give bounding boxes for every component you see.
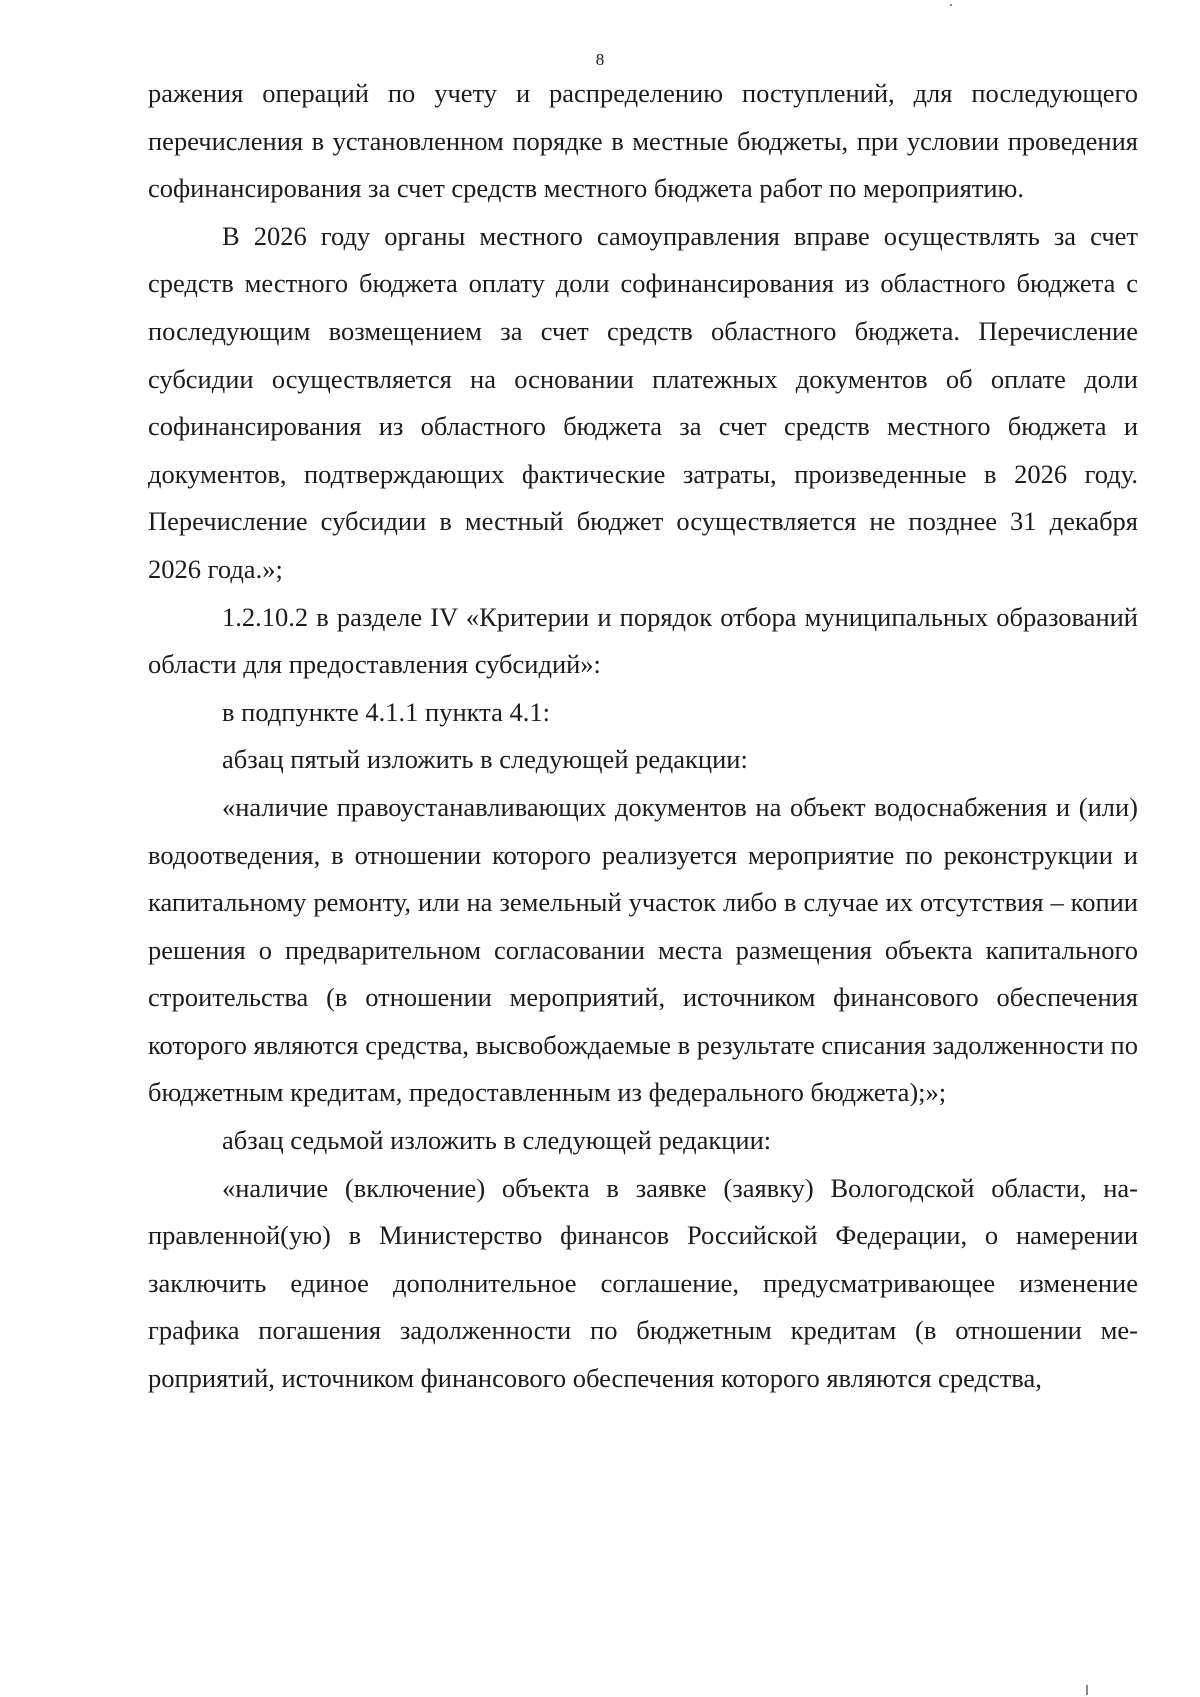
paragraph-seventh-abzac-intro: абзац седьмой изложить в следующей редакции: — [222, 1125, 772, 1156]
scan-speck-mark — [950, 4, 952, 6]
paragraph-subclause-4-1-1: в подпункте 4.1.1 пункта 4.1: — [222, 696, 550, 727]
paragraph-section-iv-amendment: 1.2.10.2 в разделе IV «Критерии и порядок отбора муниципальных образований области для предоставления субсидий»: — [148, 601, 1138, 680]
scan-edge-mark — [1086, 1685, 1088, 1695]
paragraph-application-inclusion-quote: «наличие (включение) объекта в заявке (заявку) Вологодской области, направленной(ую) в Министерство финансов Российской Федерации, о намерении заключить единое дополнительное соглашение, предусматривающее изменение графика погашения задолженности по бюджетным кредитам (в отношении мероприятий, источником финансового обеспечения которого являются средства, — [148, 1172, 1138, 1394]
paragraph-operations-continuation: ражения операций по учету и распределению поступлений, для последующего перечисления в установленном порядке в местные бюджеты, при условии проведения софинансирования за счет средств местного бюджета работ по мероприятию. — [148, 78, 1138, 204]
paragraph-2026-cofinancing: В 2026 году органы местного самоуправления вправе осуществлять за счет средств местного бюджета оплату доли софинансирования из областного бюджета с последующим возмещением за счет средств областного бюджета. Перечисление субсидии осуществляется на основании платежных документов об оплате доли софинансирования из областного бюджета за счет средств местного бюджета и документов, подтверждающих фактические затраты, произведенные в 2026 году. Перечисление субсидии в местный бюджет осуществляется не позднее 31 декабря 2026 года.»; — [148, 220, 1138, 584]
paragraph-ownership-documents-quote: «наличие правоустанавливающих документов на объект водоснабжения и (или) водоотведения, в отношении которого реализуется мероприятие по реконструкции и капитальному ремонту, или на земельный участок либо в случае их отсутствия – копии решения о предварительном согласовании места размещения объекта капитального строительства (в отношении мероприятий, источником финансового обеспечения которого являются средства, высвобождаемые в результате списания задолженности по бюджетным кредитам, предоставленным из федерального бюджета);»; — [148, 791, 1138, 1108]
document-body — [148, 70, 1138, 1403]
paragraph-fifth-abzac-intro: абзац пятый изложить в следующей редакции: — [222, 744, 748, 775]
page-number: 8 — [595, 50, 605, 69]
